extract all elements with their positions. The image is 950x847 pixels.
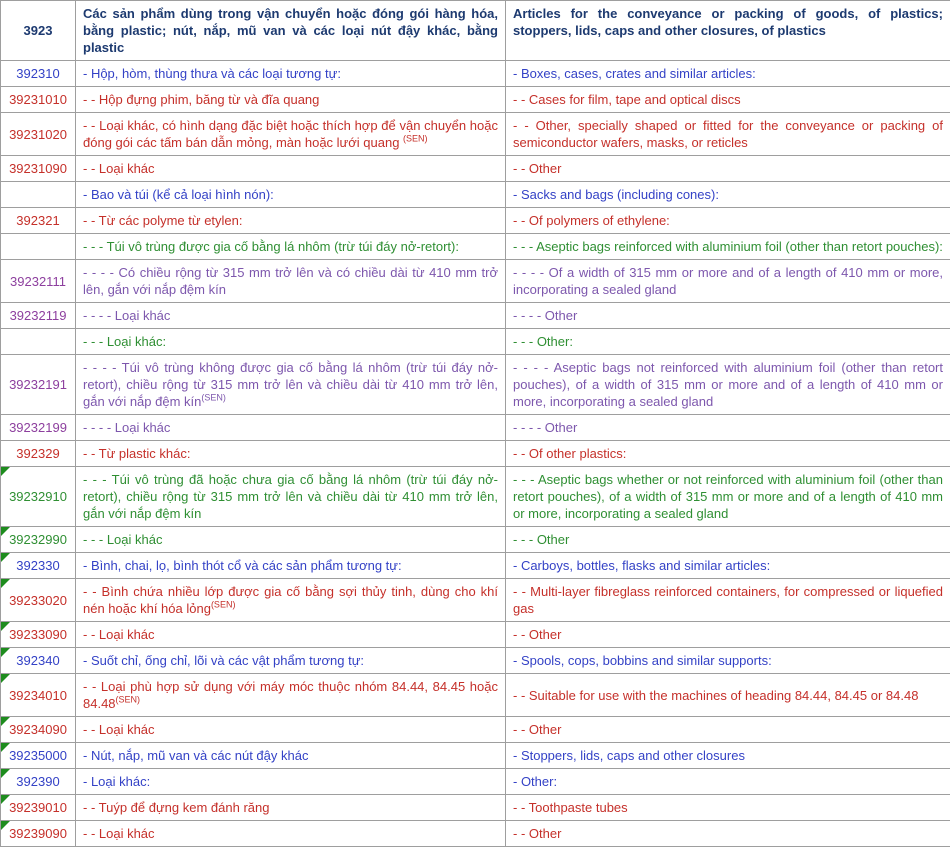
green-corner-marker-icon (1, 821, 10, 830)
table-row (1, 441, 950, 467)
table-body (1, 61, 950, 847)
en-cell (506, 579, 950, 622)
vn-cell (76, 527, 506, 553)
description-en: - - - Aseptic bags whether or not reinforced with aluminium foil (other than retort pouches), of a width of 315 mm or more and of a length of 410 mm or more, incorporating a sealed gland (513, 472, 943, 521)
description-en: - - - - Aseptic bags not reinforced with aluminium foil (other than retort pouches), of a width of 315 mm or more and of a length of 410 mm or more, incorporating a sealed gland (513, 360, 943, 409)
description-vn: - - Hộp đựng phim, băng từ và đĩa quang (83, 92, 319, 107)
table-row (1, 527, 950, 553)
en-cell (506, 743, 950, 769)
en-cell (506, 113, 950, 156)
code-cell[interactable] (1, 769, 76, 795)
green-corner-marker-icon (1, 579, 10, 588)
table-row (1, 648, 950, 674)
code-cell[interactable] (1, 303, 76, 329)
header-code-cell[interactable] (1, 1, 76, 61)
description-en: - - Cases for film, tape and optical discs (513, 92, 741, 107)
description-en: - - - Other: (513, 334, 573, 349)
en-cell (506, 441, 950, 467)
description-vn: - - - Loại khác: (83, 334, 166, 349)
table-row (1, 234, 950, 260)
description-en: - Stoppers, lids, caps and other closures (513, 748, 745, 763)
description-vn: - - - - Loại khác (83, 420, 170, 435)
green-corner-marker-icon (1, 743, 10, 752)
hs-code: 39234090 (9, 722, 67, 737)
code-cell[interactable] (1, 467, 76, 527)
heading-code: 3923 (24, 23, 53, 38)
hs-code: 39239090 (9, 826, 67, 841)
description-en: - Carboys, bottles, flasks and similar articles: (513, 558, 770, 573)
description-en: - - - Other (513, 532, 569, 547)
hs-code: 39234010 (9, 688, 67, 703)
vn-cell (76, 467, 506, 527)
heading-vn-text: Các sản phẩm dùng trong vận chuyển hoặc đóng gói hàng hóa, bằng plastic; nút, nắp, mũ van và các loại nút đậy khác, bằng plastic (83, 6, 498, 55)
hs-code: 39233090 (9, 627, 67, 642)
en-cell (506, 821, 950, 847)
description-vn: - - Từ plastic khác: (83, 446, 190, 461)
vn-cell (76, 648, 506, 674)
en-cell (506, 260, 950, 303)
green-corner-marker-icon (1, 622, 10, 631)
description-vn: - Hộp, hòm, thùng thưa và các loại tương tự: (83, 66, 341, 81)
green-corner-marker-icon (1, 467, 10, 476)
header-row (1, 1, 950, 61)
hs-code: 392329 (16, 446, 59, 461)
hs-code: 392390 (16, 774, 59, 789)
description-vn: - - - - Có chiều rộng từ 315 mm trở lên và có chiều dài từ 410 mm trở lên, gắn với nắp đệm kín (83, 265, 498, 297)
description-vn: - Bình, chai, lọ, bình thót cổ và các sản phẩm tương tự: (83, 558, 402, 573)
en-cell (506, 527, 950, 553)
en-cell (506, 355, 950, 415)
description-en: - - Other (513, 722, 561, 737)
code-cell[interactable] (1, 717, 76, 743)
hs-code: 39231090 (9, 161, 67, 176)
description-en: - - Multi-layer fibreglass reinforced containers, for compressed or liquefied gas (513, 584, 943, 616)
table-row (1, 553, 950, 579)
vn-cell (76, 415, 506, 441)
table-row (1, 674, 950, 717)
green-corner-marker-icon (1, 795, 10, 804)
code-cell[interactable] (1, 113, 76, 156)
code-cell[interactable] (1, 622, 76, 648)
description-vn: - - - Túi vô trùng được gia cố bằng lá nhôm (trừ túi đáy nở-retort): (83, 239, 459, 254)
code-cell[interactable] (1, 441, 76, 467)
code-cell[interactable] (1, 795, 76, 821)
vn-cell (76, 260, 506, 303)
vn-cell (76, 674, 506, 717)
green-corner-marker-icon (1, 674, 10, 683)
hs-code: 39239010 (9, 800, 67, 815)
description-vn: - - Loại khác (83, 161, 155, 176)
en-cell (506, 208, 950, 234)
header-en-cell (506, 1, 950, 61)
en-cell (506, 182, 950, 208)
description-en: - - - - Other (513, 420, 577, 435)
code-cell (1, 329, 76, 355)
vn-cell (76, 441, 506, 467)
hs-code: 392310 (16, 66, 59, 81)
description-vn: - Nút, nắp, mũ van và các nút đậy khác (83, 748, 308, 763)
en-cell (506, 717, 950, 743)
description-en: - - Toothpaste tubes (513, 800, 628, 815)
description-vn: - - Bình chứa nhiều lớp được gia cố bằng sợi thủy tinh, dùng cho khí nén hoặc khí hóa lỏng (83, 584, 498, 616)
vn-cell (76, 821, 506, 847)
en-cell (506, 769, 950, 795)
table-row (1, 743, 950, 769)
description-vn: - - Tuýp để đựng kem đánh răng (83, 800, 269, 815)
table-row (1, 795, 950, 821)
code-cell[interactable] (1, 208, 76, 234)
table-row (1, 622, 950, 648)
description-en: - Boxes, cases, crates and similar articles: (513, 66, 756, 81)
description-en: - - - Aseptic bags reinforced with aluminium foil (other than retort pouches): (513, 239, 943, 254)
sen-footnote-marker: (SEN) (403, 134, 428, 144)
table-row (1, 182, 950, 208)
en-cell (506, 648, 950, 674)
en-cell (506, 795, 950, 821)
table-row (1, 113, 950, 156)
description-en: - - Suitable for use with the machines of heading 84.44, 84.45 or 84.48 (513, 688, 918, 703)
table-row (1, 329, 950, 355)
code-cell[interactable] (1, 260, 76, 303)
vn-cell (76, 553, 506, 579)
description-en: - - Of polymers of ethylene: (513, 213, 670, 228)
vn-cell (76, 769, 506, 795)
description-vn: - - Loại khác, có hình dạng đặc biệt hoặc thích hợp để vận chuyển hoặc đóng gói các tấm bán dẫn mỏng, màn hoặc lưới quang (83, 118, 498, 150)
en-cell (506, 674, 950, 717)
sen-footnote-marker: (SEN) (116, 695, 141, 705)
table-header (1, 1, 950, 61)
vn-cell (76, 355, 506, 415)
green-corner-marker-icon (1, 553, 10, 562)
table-row (1, 579, 950, 622)
en-cell (506, 622, 950, 648)
description-vn: - - Loại khác (83, 627, 155, 642)
table-row (1, 821, 950, 847)
en-cell (506, 415, 950, 441)
description-en: - Spools, cops, bobbins and similar supports: (513, 653, 772, 668)
green-corner-marker-icon (1, 527, 10, 536)
hs-code: 39232191 (9, 377, 67, 392)
description-en: - - Other (513, 826, 561, 841)
description-vn: - - - Loại khác (83, 532, 162, 547)
vn-cell (76, 329, 506, 355)
code-cell[interactable] (1, 527, 76, 553)
code-cell[interactable] (1, 579, 76, 622)
hs-code: 39231010 (9, 92, 67, 107)
en-cell (506, 156, 950, 182)
vn-cell (76, 795, 506, 821)
table-row (1, 208, 950, 234)
code-cell[interactable] (1, 156, 76, 182)
table-row (1, 156, 950, 182)
hs-code: 39232910 (9, 489, 67, 504)
heading-en-text: Articles for the conveyance or packing of goods, of plastics; stoppers, lids, caps and other closures, of plastics (513, 6, 943, 38)
en-cell (506, 329, 950, 355)
description-vn: - - Loại khác (83, 722, 155, 737)
hs-code: 392340 (16, 653, 59, 668)
vn-cell (76, 579, 506, 622)
code-cell[interactable] (1, 648, 76, 674)
description-vn: - - - Túi vô trùng đã hoặc chưa gia cố bằng lá nhôm (trừ túi đáy nở-retort), chiều rộng từ 315 mm trở lên và chiều dài từ 410 mm trở lên, gắn với nắp đệm kín (83, 472, 498, 521)
description-en: - - Other (513, 627, 561, 642)
en-cell (506, 87, 950, 113)
en-cell (506, 467, 950, 527)
description-vn: - Suốt chỉ, ống chỉ, lõi và các vật phẩm tương tự: (83, 653, 364, 668)
code-cell[interactable] (1, 743, 76, 769)
hs-code: 39235000 (9, 748, 67, 763)
table-row (1, 355, 950, 415)
en-cell (506, 234, 950, 260)
code-cell (1, 182, 76, 208)
vn-cell (76, 182, 506, 208)
description-en: - - Of other plastics: (513, 446, 626, 461)
hs-code: 392321 (16, 213, 59, 228)
table-row (1, 303, 950, 329)
description-en: - - Other, specially shaped or fitted for the conveyance or packing of semiconductor wafers, masks, or reticles (513, 118, 943, 150)
description-vn: - - - - Loại khác (83, 308, 170, 323)
table-row (1, 769, 950, 795)
sen-footnote-marker: (SEN) (211, 600, 236, 610)
description-en: - - - - Other (513, 308, 577, 323)
description-en: - Sacks and bags (including cones): (513, 187, 719, 202)
vn-cell (76, 234, 506, 260)
description-vn: - - - - Túi vô trùng không được gia cố bằng lá nhôm (trừ túi đáy nở-retort), chiều rộng từ 315 mm trở lên và chiều dài từ 410 mm trở lên, gắn với nắp đệm kín (83, 360, 498, 409)
hs-code: 39232111 (10, 274, 66, 289)
hs-code: 392330 (16, 558, 59, 573)
en-cell (506, 553, 950, 579)
code-cell[interactable] (1, 415, 76, 441)
hs-code: 39233020 (9, 593, 67, 608)
code-cell[interactable] (1, 674, 76, 717)
sen-footnote-marker: (SEN) (201, 393, 226, 403)
code-cell[interactable] (1, 61, 76, 87)
table-row (1, 87, 950, 113)
table-row (1, 61, 950, 87)
code-cell (1, 234, 76, 260)
vn-cell (76, 303, 506, 329)
hs-code: 39231020 (9, 127, 67, 142)
code-cell[interactable] (1, 553, 76, 579)
en-cell (506, 61, 950, 87)
hs-code: 39232119 (10, 308, 67, 323)
code-cell[interactable] (1, 355, 76, 415)
description-vn: - - Loại khác (83, 826, 155, 841)
table-row (1, 467, 950, 527)
description-en: - - Other (513, 161, 561, 176)
vn-cell (76, 743, 506, 769)
description-vn: - Bao và túi (kể cả loại hình nón): (83, 187, 274, 202)
description-vn: - - Loại phù hợp sử dụng với máy móc thuộc nhóm 84.44, 84.45 hoặc 84.48 (83, 679, 498, 711)
vn-cell (76, 622, 506, 648)
description-en: - Other: (513, 774, 557, 789)
table-row (1, 717, 950, 743)
vn-cell (76, 156, 506, 182)
hs-code: 39232990 (9, 532, 67, 547)
description-vn: - Loại khác: (83, 774, 150, 789)
vn-cell (76, 87, 506, 113)
vn-cell (76, 113, 506, 156)
description-vn: - - Từ các polyme từ etylen: (83, 213, 243, 228)
table-row (1, 415, 950, 441)
code-cell[interactable] (1, 821, 76, 847)
vn-cell (76, 208, 506, 234)
green-corner-marker-icon (1, 648, 10, 657)
header-vn-cell (76, 1, 506, 61)
green-corner-marker-icon (1, 717, 10, 726)
green-corner-marker-icon (1, 769, 10, 778)
vn-cell (76, 717, 506, 743)
en-cell (506, 303, 950, 329)
hs-code: 39232199 (9, 420, 67, 435)
description-en: - - - - Of a width of 315 mm or more and of a length of 410 mm or more, incorporating a sealed gland (513, 265, 943, 297)
table-row (1, 260, 950, 303)
vn-cell (76, 61, 506, 87)
code-cell[interactable] (1, 87, 76, 113)
